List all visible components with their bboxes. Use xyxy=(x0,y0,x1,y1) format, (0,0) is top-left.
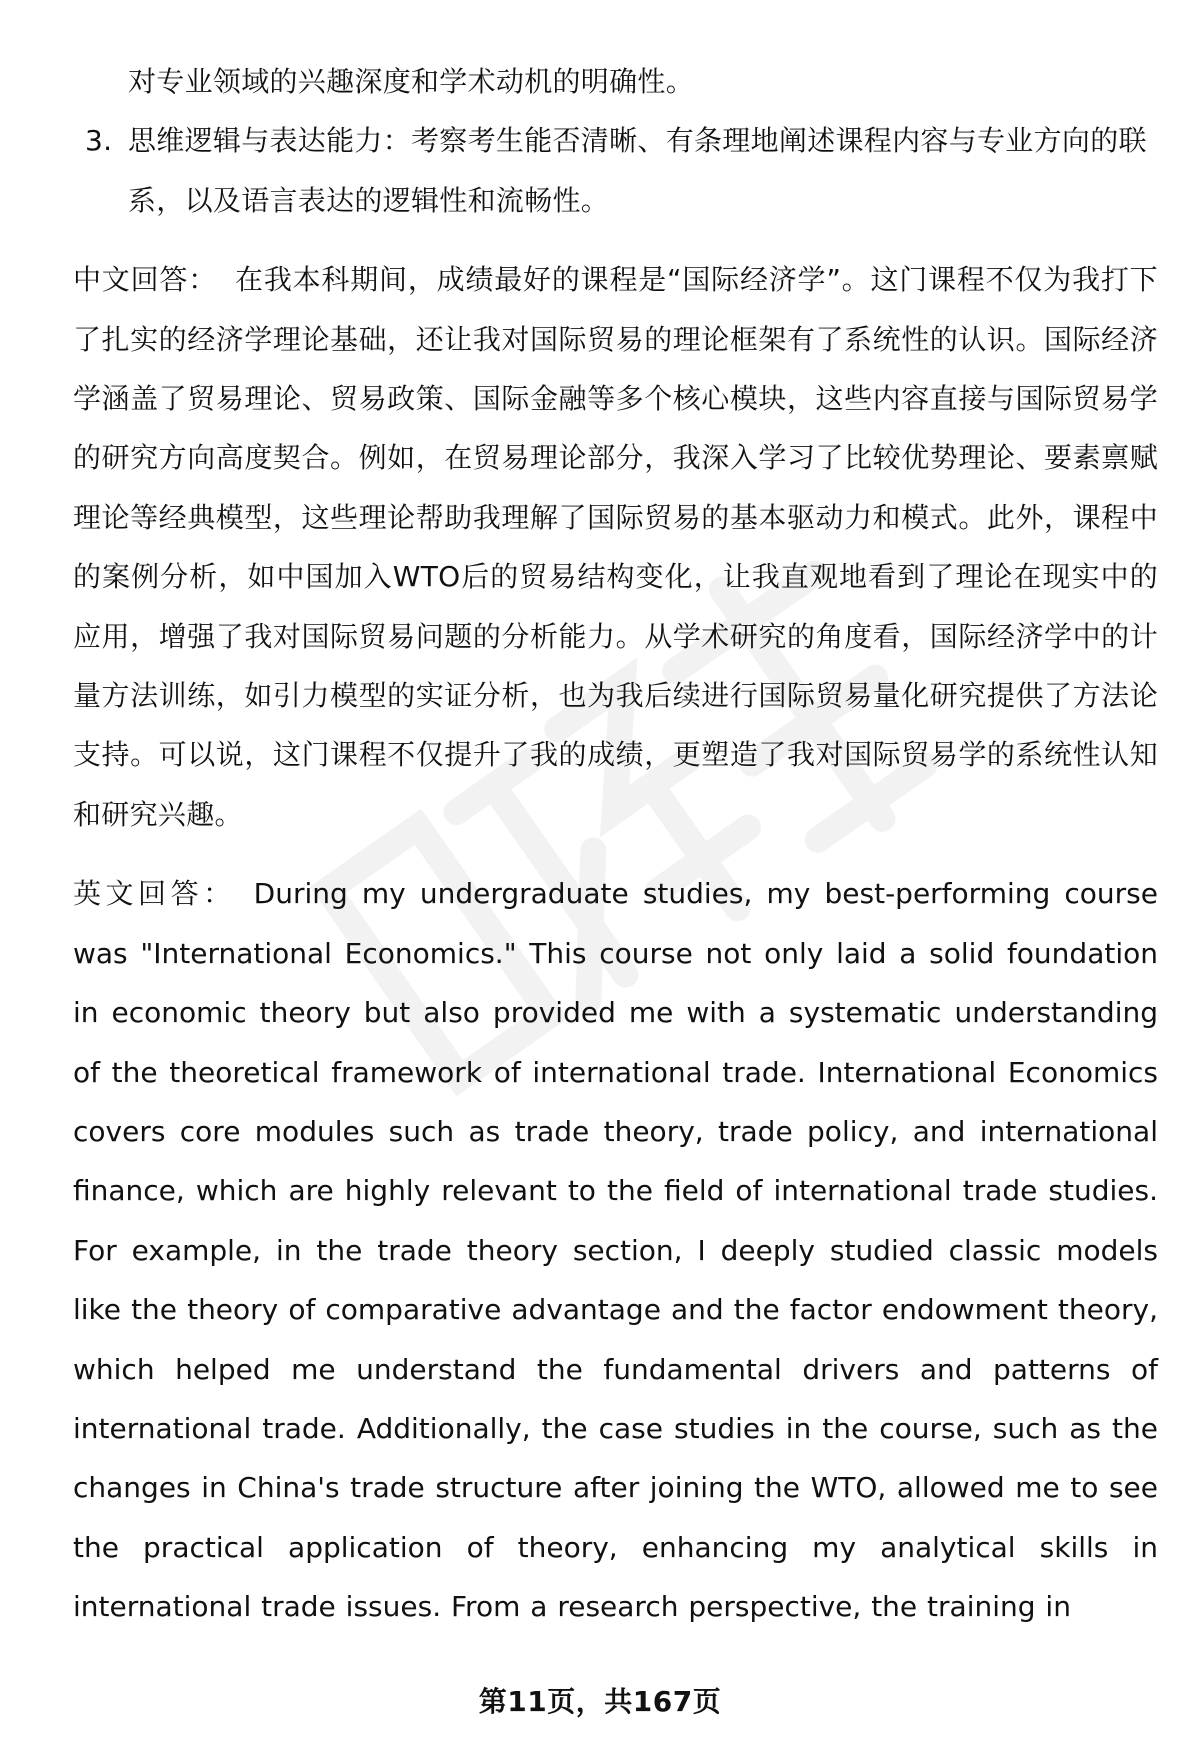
chinese-answer-paragraph xyxy=(73,250,1158,844)
page-footer: 第11页，共167页 xyxy=(478,1685,722,1718)
list-item-3 xyxy=(73,111,1158,230)
english-answer-paragraph xyxy=(73,864,1158,1636)
list-number: 3. xyxy=(85,124,113,158)
list-item-text: 思维逻辑与表达能力：考察考生能否清晰、有条理地阐述课程内容与专业方向的联系，以及语言表达的逻辑性和流畅性。 xyxy=(128,124,1147,217)
list-item-continuation: 对专业领域的兴趣深度和学术动机的明确性。 xyxy=(128,65,695,98)
chinese-answer-label: 中文回答： xyxy=(73,263,218,297)
english-answer-label: 英文回答： xyxy=(73,877,236,911)
chinese-answer-text: 在我本科期间，成绩最好的课程是“国际经济学”。这门课程不仅为我打下了扎实的经济学理论基础，还让我对国际贸易的理论框架有了系统性的认识。国际经济学涵盖了贸易理论、贸易政策、国际金融等多个核心模块，这些内容直接与国际贸易学的研究方向高度契合。例如，在贸易理论部分，我深入学习了比较优势理论、要素禀赋理论等经典模型，这些理论帮助我理解了国际贸易的基本驱动力和模式。此外，课程中的案例分析，如中国加入WTO后的贸易结构变化，让我直观地看到了理论在现实中的应用，增强了我对国际贸易问题的分析能力。从学术研究的角度看，国际经济学中的计量方法训练，如引力模型的实证分析，也为我后续进行国际贸易量化研究提供了方法论支持。可以说，这门课程不仅提升了我的成绩，更塑造了我对国际贸易学的系统性认知和研究兴趣。 xyxy=(73,263,1158,831)
english-answer-text: During my undergraduate studies, my best-performing course was "International Economics." This course not only laid a solid foundation in economic theory but also provided me with a systematic understanding of the theoretical framework of international trade. International Economics covers core modules such as trade theory, trade policy, and international finance, which are highly relevant to the field of international trade studies. For example, in the trade theory section, I deeply studied classic models like the theory of comparative advantage and the factor endowment theory, which helped me understand the fundamental drivers and patterns of international trade. Additionally, the case studies in the course, such as the changes in China's trade structure after joining the WTO, allowed me to see the practical application of theory, enhancing my analytical skills in international trade issues. From a research perspective, the training in xyxy=(73,877,1158,1624)
document-body xyxy=(73,52,1158,1637)
